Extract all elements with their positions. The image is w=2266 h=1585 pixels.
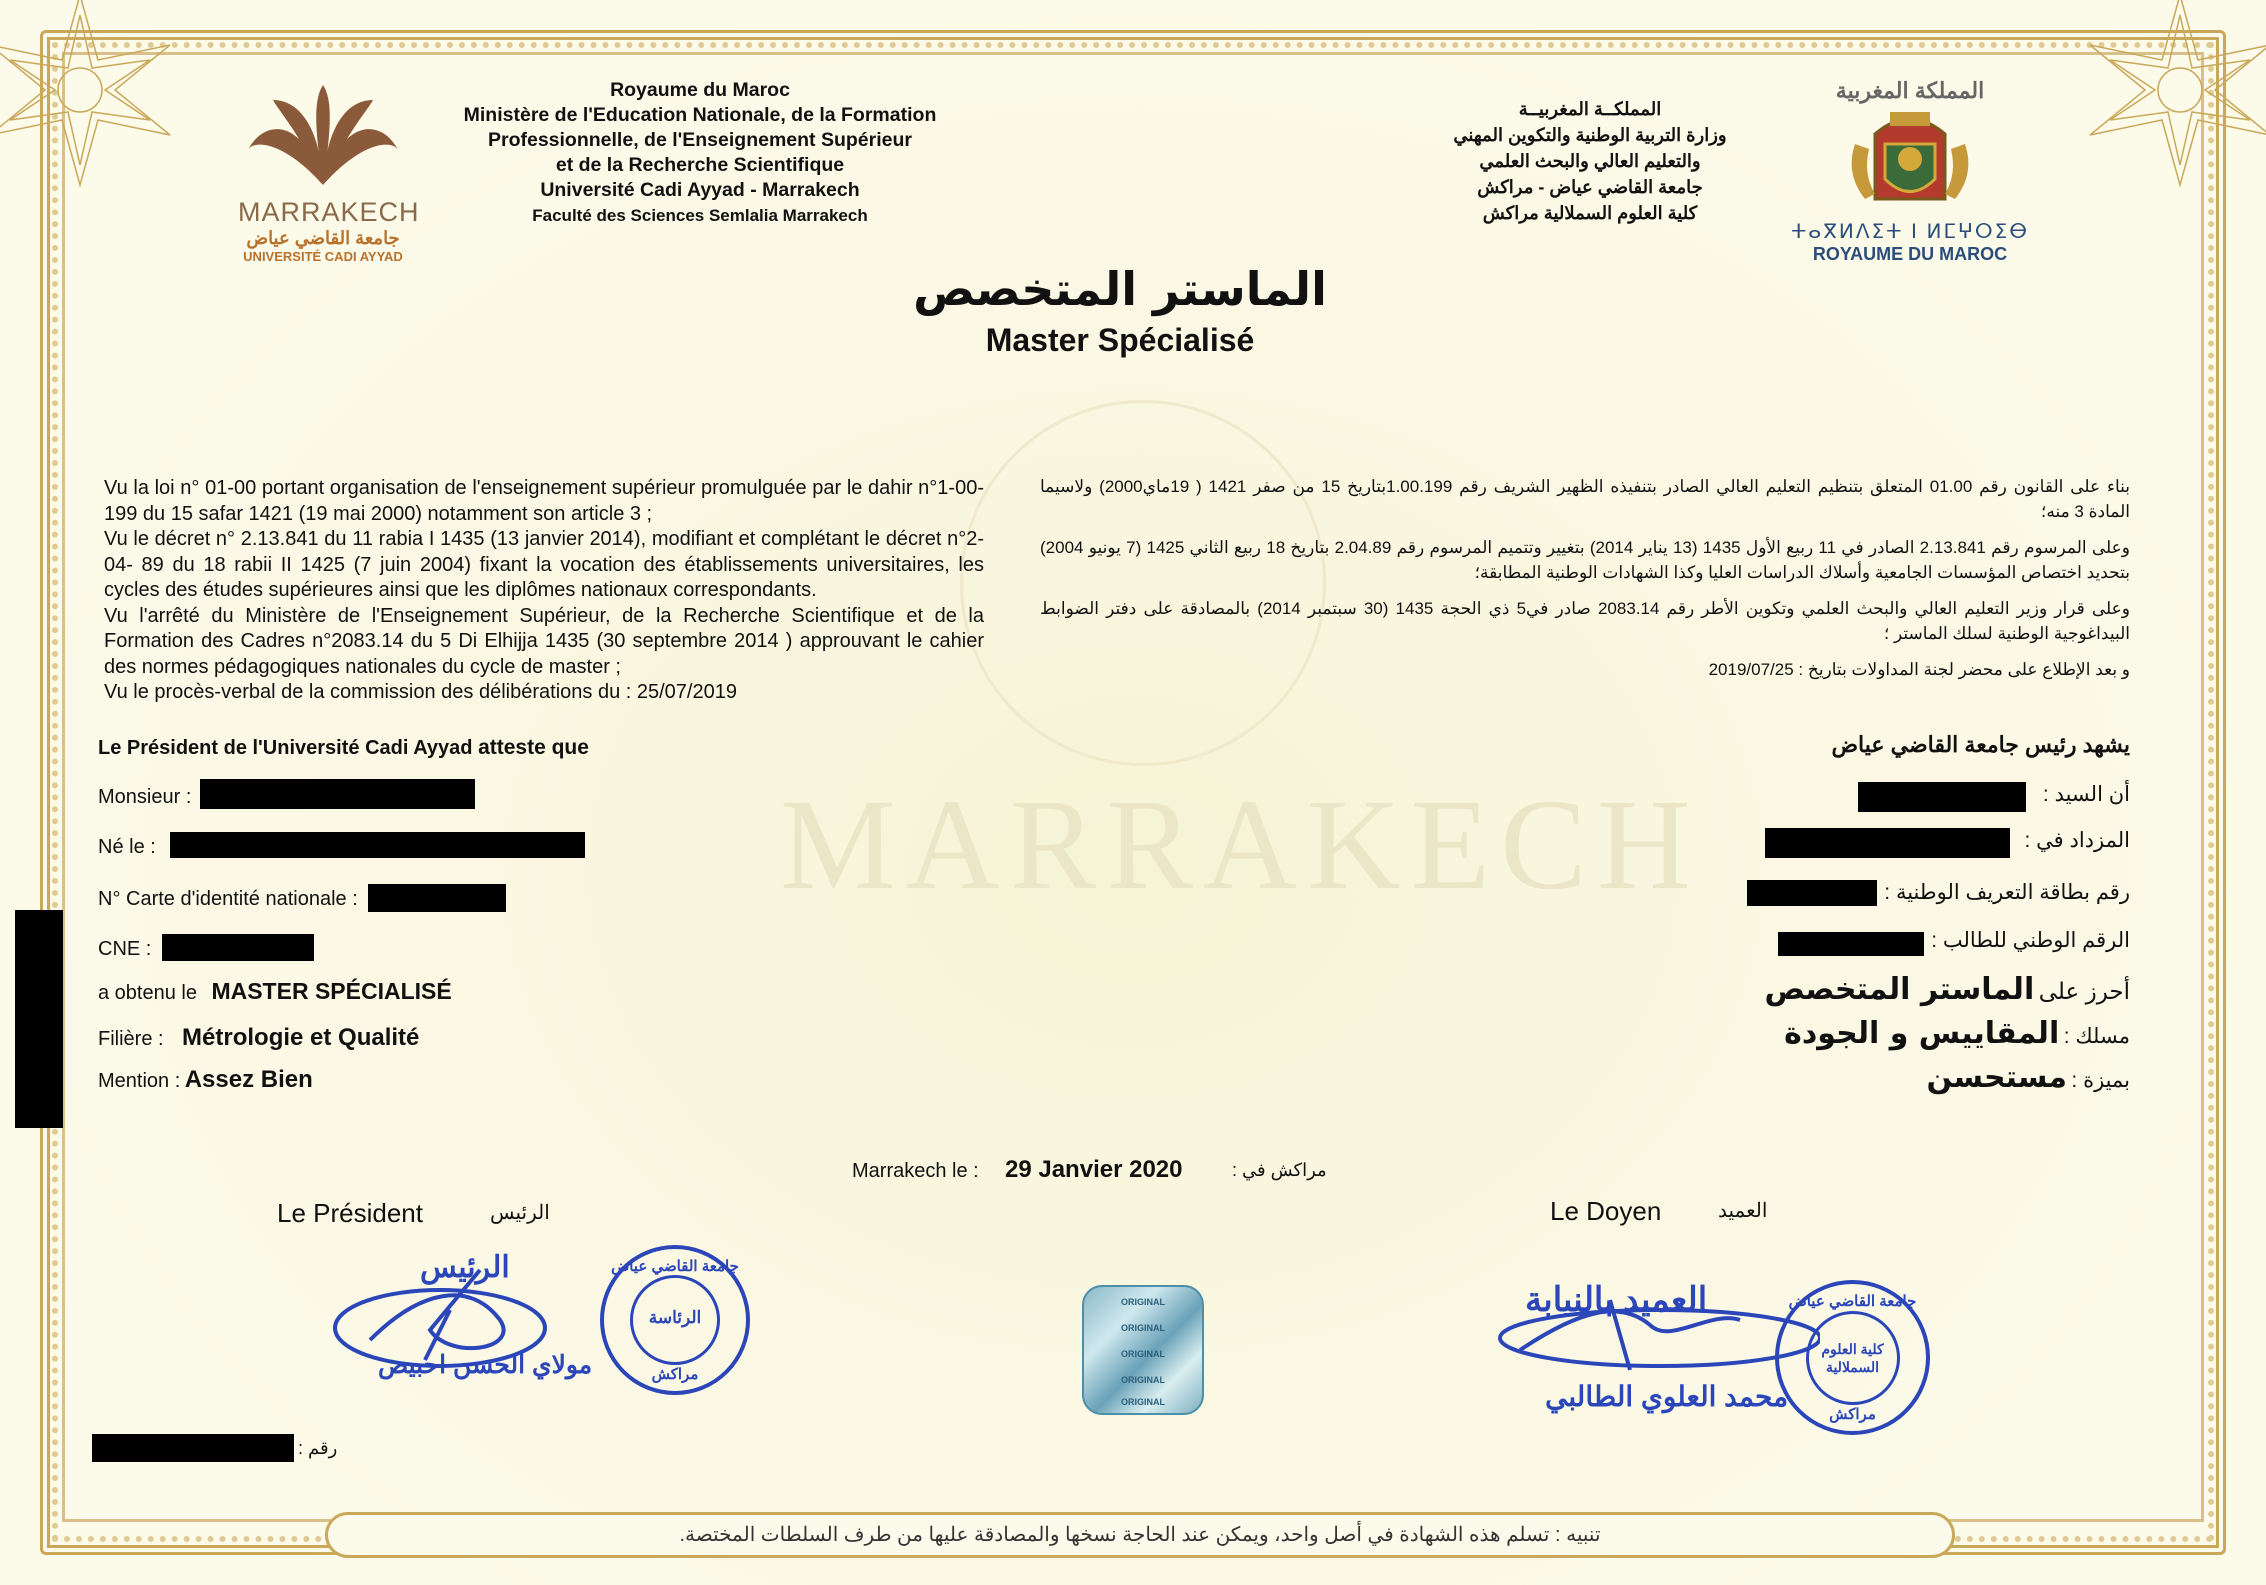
dean-stamp-inner <box>1806 1311 1900 1405</box>
palm-logo-icon <box>243 80 403 190</box>
crest-french-text: ROYAUME DU MAROC <box>1812 244 2008 264</box>
header-fr-line: Université Cadi Ayyad - Marrakech <box>540 179 860 201</box>
hologram-text: ORIGINAL <box>1121 1349 1165 1359</box>
mention-label: Mention : <box>98 1070 181 1092</box>
date-label-fr: Marrakech le : <box>852 1160 979 1182</box>
preamble-fr-paragraph: Vu le décret n° 2.13.841 du 11 rabia I 1435 (13 janvier 2014), modifiant et complétant le décret n°2-04- 89 du 18 rabii II 1425 (7 juin 2004) fixant la vocation des établissements universitaires, les cycles des études supérieures ainsi que les diplômes nationaux correspondants. <box>104 528 984 601</box>
dean-stamp-outer: جامعة القاضي عياض <box>1788 1293 1917 1310</box>
dean-name: محمد العلوي الطالبي <box>1545 1381 1789 1412</box>
sayed-label: أن السيد : <box>2042 783 2130 806</box>
dean-sign-text: العميد بالنيابة <box>1525 1281 1708 1319</box>
cne-label: CNE : <box>98 938 152 960</box>
header-fr-line: Professionnelle, de l'Enseignement Supérieur <box>487 129 912 151</box>
crest-arabic-text: المملكة المغربية <box>1835 78 1985 103</box>
number-label: رقم : <box>298 1438 338 1458</box>
header-ar-line: وزارة التربية الوطنية والتكوين المهني <box>1453 125 1727 145</box>
cne-label-ar: الرقم الوطني للطالب : <box>1931 929 2130 952</box>
security-hologram <box>1082 1285 1204 1415</box>
obtained-row-fr <box>98 978 452 1005</box>
header-fr-line: Faculté des Sciences Semlalia Marrakech <box>532 206 868 225</box>
filiere-label: Filière : <box>98 1028 164 1050</box>
redacted-edge-mark <box>15 910 63 1128</box>
mention-row-ar <box>1700 1060 2130 1095</box>
logo-arabic-text: جامعة القاضي عياض <box>246 228 400 248</box>
header-fr-line: Royaume du Maroc <box>610 79 790 101</box>
track-value-ar: المقاييس و الجودة <box>1784 1016 2060 1051</box>
preamble-ar-paragraph: وعلى المرسوم رقم 2.13.841 الصادر في 11 ربيع الأول 1435 (13 يناير 2014) بتغيير وتتميم المرسوم رقم 2.04.89 بتاريخ 18 ربيع الثاني 1425 (7 يونيو 2004) بتحديد اختصاص المؤسسات الجامعية وأسلاك الدراسات العليا وكذا الشهادات الوطنية المطابقة؛ <box>1040 538 2131 582</box>
hologram-text: ORIGINAL <box>1121 1323 1165 1333</box>
header-ar-line: والتعليم العالي والبحث العلمي <box>1479 151 1701 171</box>
redacted-birth <box>170 832 585 858</box>
president-stamp <box>600 1245 750 1395</box>
president-label-fr: Le Président <box>277 1198 423 1228</box>
hologram-text: ORIGINAL <box>1121 1297 1165 1307</box>
filiere-value: Métrologie et Qualité <box>182 1024 420 1051</box>
president-sign-text: الرئيس <box>420 1251 510 1284</box>
header-ar-line: المملكــة المغربيــة <box>1518 99 1662 119</box>
hologram-text: ORIGINAL <box>1121 1397 1165 1407</box>
redacted-name-ar <box>1858 782 2026 812</box>
preamble-fr-paragraph: Vu la loi n° 01-00 portant organisation de l'enseignement supérieur promulguée par le dahir n°1-00- 199 du 15 safar 1421 (19 mai 2000) notamment son article 3 ; <box>104 477 984 525</box>
obtained-label: a obtenu le <box>98 982 197 1004</box>
president-label-ar: الرئيس <box>490 1202 550 1224</box>
hologram-text: ORIGINAL <box>1121 1375 1165 1385</box>
attest-intro-ar: يشهد رئيس جامعة القاضي عياض <box>1831 732 2130 757</box>
header-french <box>430 78 970 228</box>
president-stamp-outer: جامعة القاضي عياض <box>611 1258 739 1275</box>
preamble-french <box>104 476 984 706</box>
redacted-cin <box>368 884 506 912</box>
preamble-ar-paragraph: و بعد الإطلاع على محضر لجنة المداولات بتاريخ : 2019/07/25 <box>1708 660 2130 679</box>
redacted-birth-ar <box>1765 828 2010 858</box>
logo-city-text: MARRAKECH <box>238 197 420 227</box>
monsieur-label: Monsieur : <box>98 786 192 808</box>
header-fr-line: et de la Recherche Scientifique <box>555 154 845 176</box>
header-fr-line: Ministère de l'Education Nationale, de la Formation <box>463 104 937 126</box>
royal-crest <box>1790 78 2030 288</box>
dean-stamp-bottom: مراكش <box>1829 1406 1876 1423</box>
attest-intro-bold: atteste que <box>478 736 589 759</box>
degree-fr: MASTER SPÉCIALISÉ <box>211 978 452 1004</box>
footer-notice: تنبيه : تسلم هذه الشهادة في أصل واحد، ويمكن عند الحاجة نسخها والمصادقة عليها من طرف السلطات المختصة. <box>325 1512 1955 1558</box>
degree-ar: الماستر المتخصص <box>1764 972 2035 1007</box>
logo-latin-text: UNIVERSITÉ CADI AYYAD <box>243 249 403 264</box>
watermark-text: MARRAKECH <box>780 773 1701 917</box>
obtained-row-ar <box>1700 972 2130 1007</box>
university-logo <box>238 80 420 280</box>
redacted-name <box>200 779 475 809</box>
redacted-cin-ar <box>1747 880 1877 906</box>
header-arabic <box>1430 96 1750 226</box>
crest-tifinagh-text: ⵜⴰⴳⵍⴷⵉⵜ ⵏ ⵍⵎⵖⵔⵉⴱ <box>1790 221 2030 243</box>
obtained-label-ar: أحرز على <box>2038 978 2130 1004</box>
dean-stamp <box>1775 1280 1930 1435</box>
dean-label-ar: العميد <box>1718 1200 1768 1222</box>
dean-stamp-center: كلية العلوم السملالية <box>1821 1340 1884 1375</box>
preamble-arabic <box>1040 474 2130 693</box>
title-arabic: الماستر المتخصص <box>913 262 1327 316</box>
filiere-row-fr <box>98 1024 419 1052</box>
preamble-fr-paragraph: Vu l'arrêté du Ministère de l'Enseignement Supérieur, de la Recherche Scientifique et de la Formation des Cadres n°2083.14 du 5 Di Elhijja 1435 (30 septembre 2014 ) approuvant le cahier des normes pédagogiques nationales du cycle de master ; <box>104 604 984 678</box>
mention-value-ar: مستحسن <box>1926 1060 2067 1095</box>
attest-intro-fr <box>98 736 589 760</box>
title-french: Master Spécialisé <box>985 322 1255 358</box>
header-ar-line: كلية العلوم السملالية مراكش <box>1482 203 1698 223</box>
redacted-cne <box>162 934 314 961</box>
preamble-ar-paragraph: وعلى قرار وزير التعليم العالي والبحث العلمي وتكوين الأطر رقم 2083.14 صادر في5 ذي الحجة 1435 (30 سبتمبر 2014) بالمصادقة على دفتر الضوابط البيداغوجية الوطنية لسلك الماستر ؛ <box>1040 599 2130 643</box>
date-label-ar: مراكش في : <box>1232 1160 1327 1180</box>
cin-label: N° Carte d'identité nationale : <box>98 888 358 910</box>
president-stamp-center: الرئاسة <box>648 1308 702 1327</box>
president-stamp-bottom: مراكش <box>651 1366 699 1383</box>
corner-rosette-icon <box>0 0 180 190</box>
preamble-ar-paragraph: بناء على القانون رقم 01.00 المتعلق بتنظيم التعليم العالي الصادر بتنفيذه الظهير الشريف رقم 1.00.199بتاريخ 15 من صفر 1421 ( 19ماي2000) ولاسيما المادة 3 منه؛ <box>1040 477 2131 521</box>
coat-of-arms-icon <box>1835 104 1985 214</box>
header-ar-line: جامعة القاضي عياض - مراكش <box>1477 177 1703 197</box>
president-name: مولاي الحسن احبيض <box>378 1351 593 1379</box>
born-label: Né le : <box>98 836 156 858</box>
mention-value: Assez Bien <box>184 1066 313 1093</box>
dean-label-fr: Le Doyen <box>1550 1196 1662 1226</box>
president-stamp-inner <box>630 1275 720 1365</box>
redacted-number <box>92 1434 294 1462</box>
preamble-fr-paragraph: Vu le procès-verbal de la commission des délibérations du : 25/07/2019 <box>104 681 737 703</box>
redacted-cne-ar <box>1778 932 1924 956</box>
date-value: 29 Janvier 2020 <box>1005 1156 1183 1183</box>
track-label-ar: مسلك : <box>2063 1025 2130 1048</box>
mention-label-ar: بميزة : <box>2071 1069 2130 1092</box>
corner-rosette-icon <box>2080 0 2266 190</box>
attest-intro-text: Le Président de l'Université Cadi Ayyad <box>98 737 473 759</box>
cin-label-ar: رقم بطاقة التعريف الوطنية : <box>1884 881 2130 904</box>
born-label-ar: المزداد في : <box>2024 829 2130 852</box>
track-row-ar <box>1700 1016 2130 1051</box>
mention-row-fr <box>98 1066 313 1094</box>
